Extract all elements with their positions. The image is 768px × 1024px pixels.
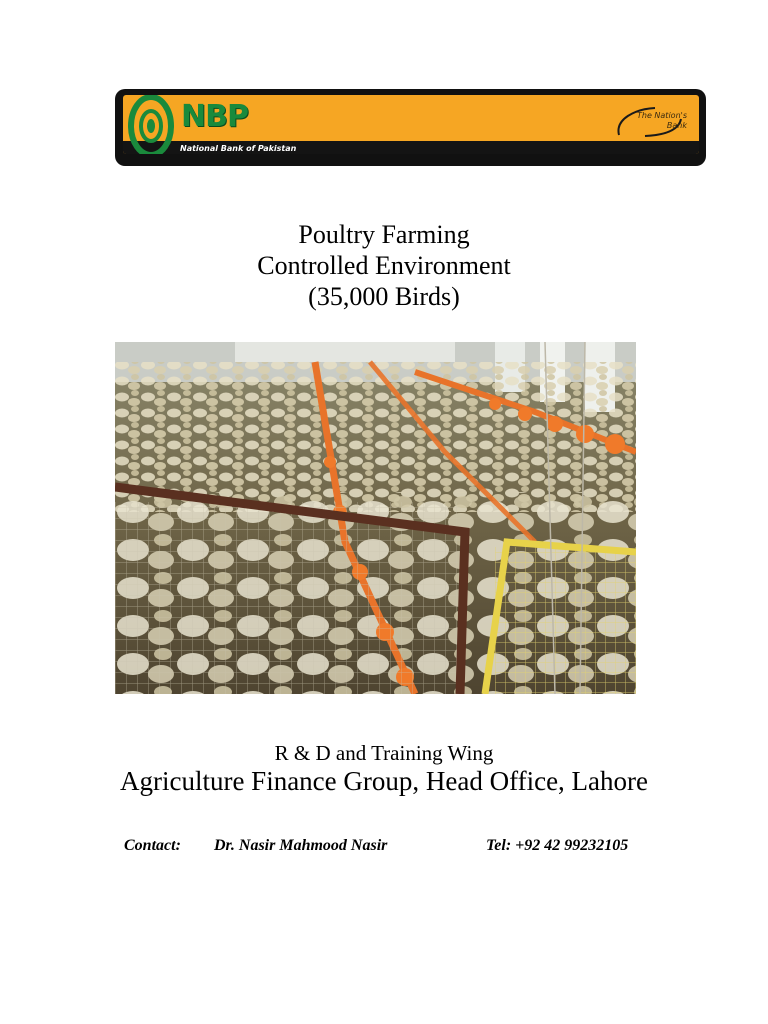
nbp-banner bbox=[115, 89, 706, 166]
title-line-2: Controlled Environment bbox=[257, 251, 511, 280]
bank-name: National Bank of Pakistan bbox=[180, 144, 297, 153]
title-line-1: Poultry Farming bbox=[298, 220, 470, 249]
contact-telephone: Tel: +92 42 99232105 bbox=[486, 837, 629, 854]
logo-text: NBP bbox=[181, 99, 248, 134]
title-line-3: (35,000 Birds) bbox=[308, 282, 460, 311]
bank-tagline: The Nation's Bank bbox=[637, 111, 687, 130]
contact-label: Contact: bbox=[124, 837, 181, 854]
banner-panel bbox=[123, 95, 699, 154]
poultry-shed-photo bbox=[115, 342, 636, 694]
contact-name: Dr. Nasir Mahmood Nasir bbox=[214, 837, 388, 854]
department-group: Agriculture Finance Group, Head Office, Lahore bbox=[119, 766, 649, 796]
nbp-logo-icon bbox=[127, 95, 175, 154]
department-wing: R & D and Training Wing bbox=[274, 741, 494, 765]
document-title bbox=[0, 219, 768, 312]
